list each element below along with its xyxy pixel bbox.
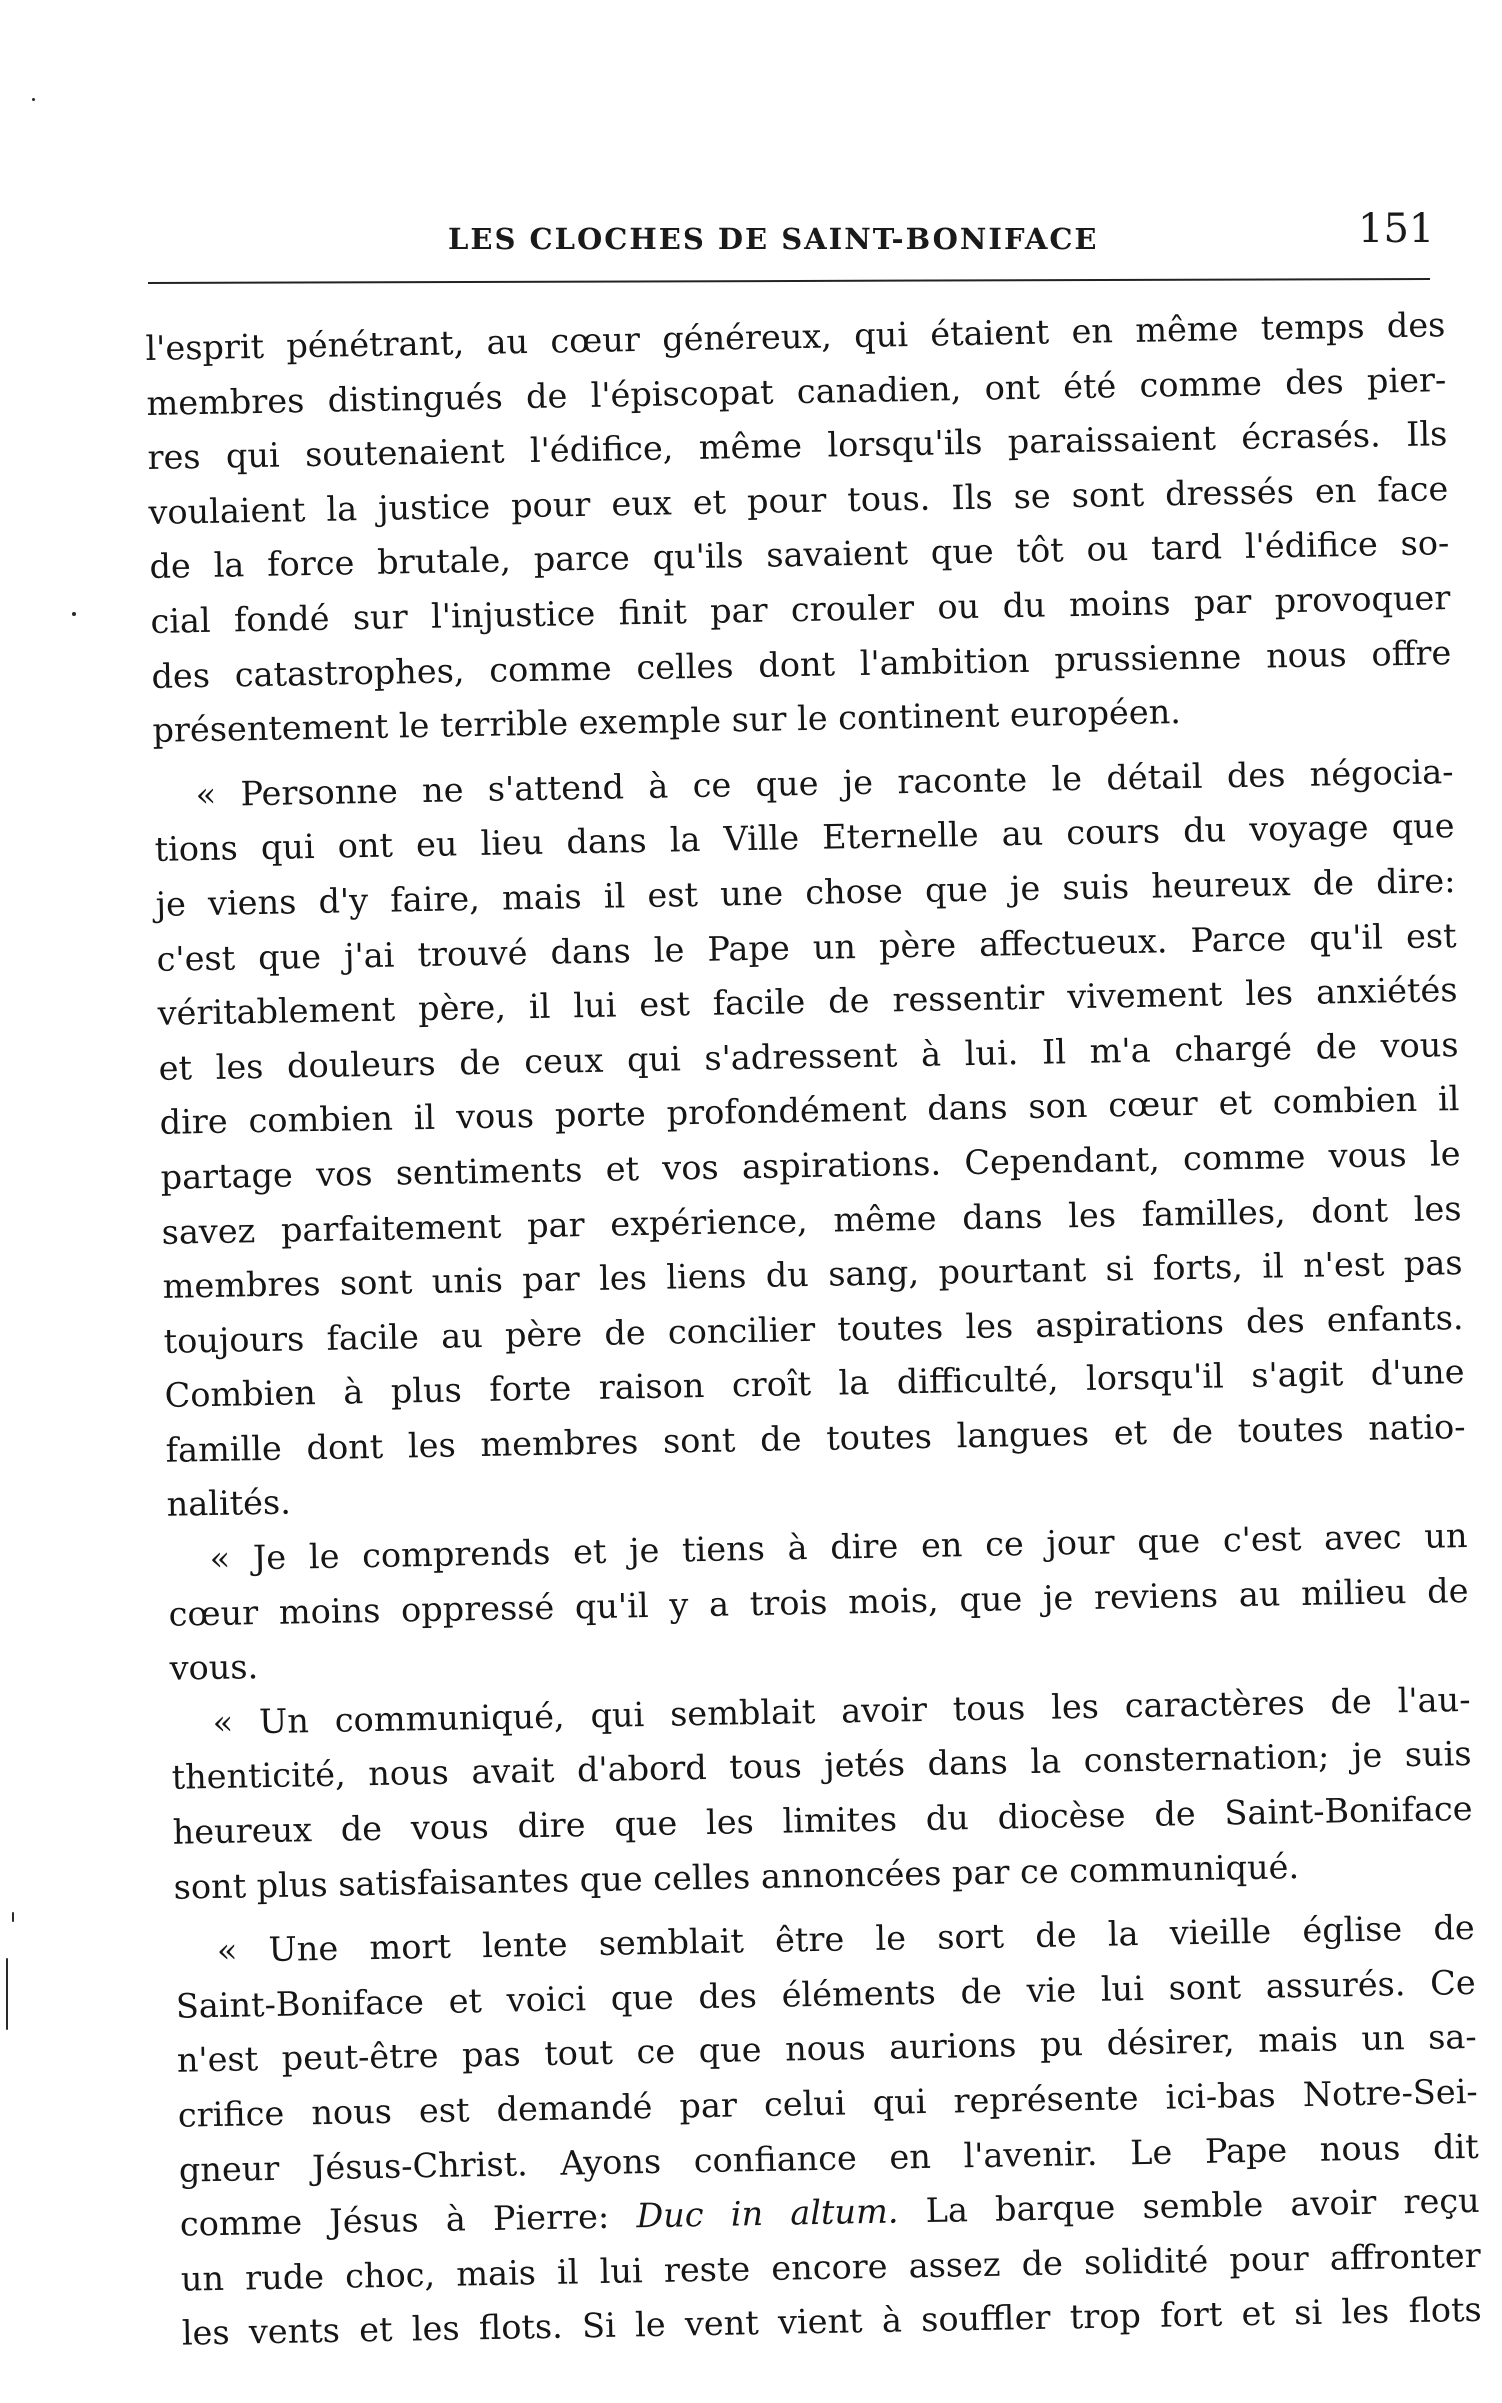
paragraph-1 bbox=[145, 298, 1453, 758]
text-line: membres sont unis par les liens du sang, pourtant si forts, il n'est pas bbox=[162, 1243, 1463, 1306]
page-number: 151 bbox=[1358, 206, 1435, 252]
text-line: vous. bbox=[169, 1647, 259, 1689]
text-line: véritablement père, il lui est facile de ressentir vivement les anxiétés bbox=[157, 970, 1458, 1034]
body-text bbox=[145, 298, 1482, 2361]
header-rule bbox=[148, 278, 1430, 284]
text-line: voulaient la justice pour eux et pour tous. Ils se sont dressés en face bbox=[148, 468, 1449, 532]
text-line: savez parfaitement par expérience, même dans les familles, dont les bbox=[161, 1188, 1462, 1252]
text-line: « Je le comprends et je tiens à dire en ce jour que c'est avec un bbox=[209, 1516, 1468, 1579]
scan-speck bbox=[72, 612, 76, 616]
text-line: les vents et les flots. Si le vent vient à souffler trop fort et si les flots bbox=[181, 2290, 1483, 2354]
paragraph-3 bbox=[167, 1509, 1470, 1697]
text-line: je viens d'y faire, mais il est une chose que je suis heureux de dire: bbox=[155, 861, 1456, 924]
text-line: heureux de vous dire que les limites du diocèse de Saint-Boniface bbox=[172, 1788, 1473, 1852]
latin-phrase: Duc in altum. bbox=[636, 2191, 899, 2236]
text-line: l'esprit pénétrant, au cœur généreux, qui étaient en même temps des bbox=[145, 305, 1446, 368]
paragraph-5 bbox=[174, 1901, 1482, 2361]
text-line: « Un communiqué, qui semblait avoir tous les caractères de l'au- bbox=[212, 1679, 1471, 1742]
text-line: famille dont les membres sont de toutes langues et de toutes natio- bbox=[165, 1406, 1466, 1470]
text-line: cial fondé sur l'injustice finit par crouler ou du moins par provoquer bbox=[150, 578, 1451, 641]
text-line: thenticité, nous avait d'abord tous jetés dans la consternation; je suis bbox=[171, 1734, 1472, 1798]
text-line: tions qui ont eu lieu dans la Ville Eternelle au cours du voyage que bbox=[154, 806, 1455, 870]
text-line: dire combien il vous porte profondément dans son cœur et combien il bbox=[159, 1079, 1460, 1143]
text-line: nalités. bbox=[166, 1482, 292, 1525]
text-line: sont plus satisfaisantes que celles annoncées par ce communiqué. bbox=[173, 1846, 1300, 1907]
text-line: c'est que j'ai trouvé dans le Pape un père affectueux. Parce qu'il est bbox=[156, 915, 1457, 979]
text-line: membres distingués de l'épiscopat canadien, ont été comme des pier- bbox=[146, 359, 1447, 423]
text-line: des catastrophes, comme celles dont l'ambition prussienne nous offre bbox=[151, 632, 1452, 696]
text-line: cœur moins oppressé qu'il y a trois mois, que je reviens au milieu de bbox=[168, 1570, 1469, 1634]
running-head: LES CLOCHES DE SAINT-BONIFACE bbox=[448, 222, 1099, 256]
text-line: Combien à plus forte raison croît la difficulté, lorsqu'il s'agit d'une bbox=[164, 1352, 1465, 1416]
text-line: « Une mort lente semblait être le sort de la vieille église de bbox=[216, 1908, 1476, 1971]
text-line: présentement le terrible exemple sur le continent européen. bbox=[152, 692, 1182, 751]
text-line: toujours facile au père de concilier toutes les aspirations des enfants. bbox=[163, 1297, 1464, 1361]
text-line: de la force brutale, parce qu'ils savaient que tôt ou tard l'édifice so- bbox=[149, 523, 1450, 587]
scan-speck bbox=[32, 98, 35, 101]
text-line: crifice nous est demandé par celui qui représente ici-bas Notre-Sei- bbox=[177, 2071, 1479, 2135]
text-line: et les douleurs de ceux qui s'adressent à lui. Il m'a chargé de vous bbox=[158, 1024, 1459, 1088]
text-line: partage vos sentiments et vos aspirations. Cependant, comme vous le bbox=[160, 1133, 1461, 1197]
text-line: Saint-Boniface et voici que des éléments de vie lui sont assurés. Ce bbox=[175, 1962, 1477, 2026]
text-line: gneur Jésus-Christ. Ayons confiance en l'avenir. Le Pape nous dit bbox=[178, 2126, 1480, 2190]
scan-speck bbox=[6, 1958, 8, 2030]
paragraph-2 bbox=[153, 745, 1467, 1533]
paragraph-4 bbox=[170, 1673, 1474, 1915]
text-line: res qui soutenaient l'édifice, même lorsqu'ils paraissaient écrasés. Ils bbox=[147, 414, 1448, 478]
scan-speck bbox=[12, 1912, 14, 1922]
text-line: un rude choc, mais il lui reste encore assez de solidité pour affronter bbox=[180, 2235, 1482, 2299]
text-line: n'est peut-être pas tout ce que nous aurions pu désirer, mais un sa- bbox=[176, 2017, 1478, 2081]
text-line: comme Jésus à Pierre: Duc in altum. La barque semble avoir reçu bbox=[179, 2181, 1481, 2244]
text-line: « Personne ne s'attend à ce que je raconte le détail des négocia- bbox=[195, 751, 1454, 814]
